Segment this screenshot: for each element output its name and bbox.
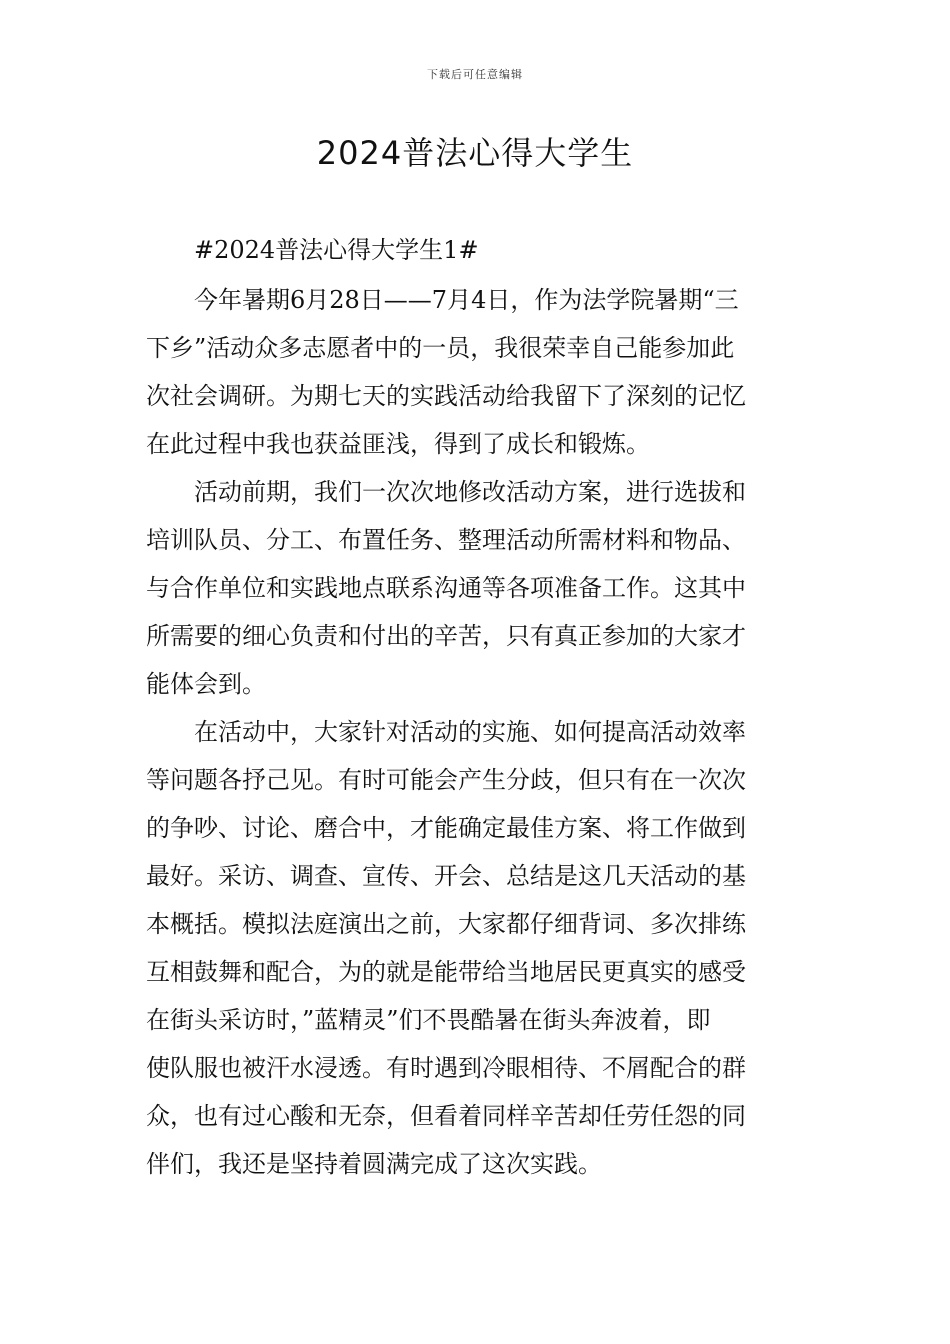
text-line: 在活动中，大家针对活动的实施、如何提高活动效率 <box>194 718 746 746</box>
text-line: 所需要的细心负责和付出的辛苦，只有真正参加的大家才 <box>146 622 746 650</box>
text-line: 伴们，我还是坚持着圆满完成了这次实践。 <box>146 1150 602 1178</box>
text-line: 的争吵、讨论、磨合中，才能确定最佳方案、将工作做到 <box>146 814 746 842</box>
text-line: 今年暑期6月28日——7月4日，作为法学院暑期“三 <box>194 286 739 314</box>
text-line: 能体会到。 <box>146 670 266 698</box>
section-heading: #2024普法心得大学生1# <box>194 236 479 264</box>
header-note: 下载后可任意编辑 <box>427 68 523 81</box>
text-line: 活动前期，我们一次次地修改活动方案，进行选拔和 <box>194 478 746 506</box>
text-line: 互相鼓舞和配合，为的就是能带给当地居民更真实的感受 <box>146 958 746 986</box>
text-line: 使队服也被汗水浸透。有时遇到冷眼相待、不屑配合的群 <box>146 1054 746 1082</box>
text-line: 等问题各抒己见。有时可能会产生分歧，但只有在一次次 <box>146 766 746 794</box>
text-line: 在此过程中我也获益匪浅，得到了成长和锻炼。 <box>146 430 650 458</box>
text-line: 培训队员、分工、布置任务、整理活动所需材料和物品、 <box>146 526 746 554</box>
text-line: 在街头采访时，”蓝精灵”们不畏酷暑在街头奔波着，即 <box>146 1006 711 1034</box>
page-title: 2024普法心得大学生 <box>316 134 634 172</box>
text-line: 次社会调研。为期七天的实践活动给我留下了深刻的记忆 <box>146 382 746 410</box>
paragraph-lines <box>146 276 810 1188</box>
text-line: 与合作单位和实践地点联系沟通等各项准备工作。这其中 <box>146 574 746 602</box>
text-line: 本概括。模拟法庭演出之前，大家都仔细背词、多次排练 <box>146 910 746 938</box>
text-line: 下乡”活动众多志愿者中的一员，我很荣幸自己能参加此 <box>146 334 735 362</box>
text-line: 众，也有过心酸和无奈，但看着同样辛苦却任劳任怨的同 <box>146 1102 746 1130</box>
text-line: 最好。采访、调查、宣传、开会、总结是这几天活动的基 <box>146 862 746 890</box>
body-text <box>146 224 810 1188</box>
